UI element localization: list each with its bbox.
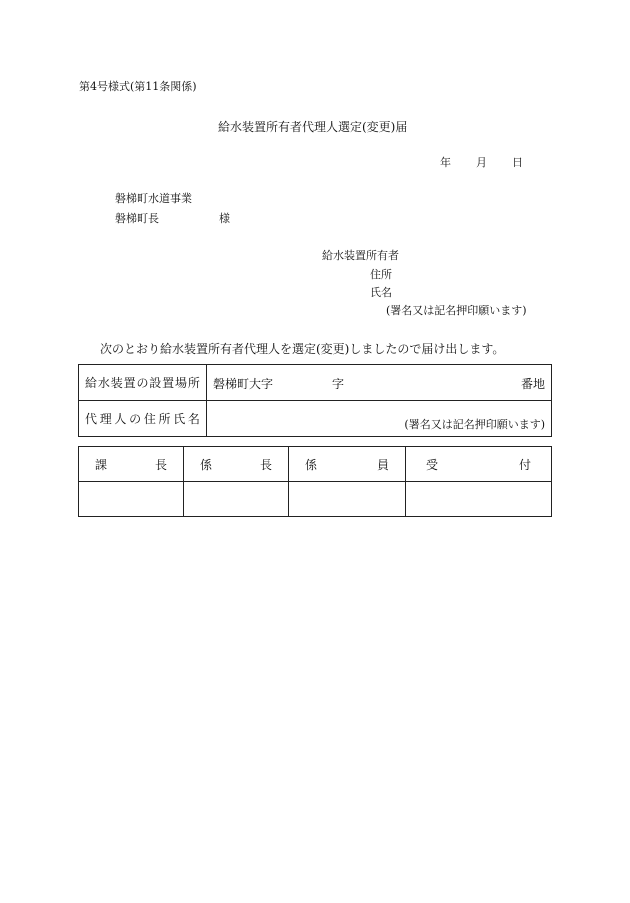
agent-label-cell <box>79 401 207 437</box>
approval-table <box>78 446 552 517</box>
stamp-cell-kakariin <box>289 482 406 517</box>
agent-value-cell <box>207 401 552 437</box>
approval-header-kakariin: 係 員 <box>289 447 406 482</box>
approval-header-kacho: 課 長 <box>79 447 184 482</box>
form-number: 第4号様式(第11条関係) <box>79 80 197 93</box>
approval-stamp-row <box>79 482 552 517</box>
location-banchi: 番地 <box>520 377 545 391</box>
date-day-label: 日 <box>512 156 523 169</box>
addressee-line2: 磐梯町長 <box>115 212 159 225</box>
table-row-location <box>79 365 552 401</box>
location-value-cell <box>207 365 552 401</box>
main-table <box>78 364 552 437</box>
stamp-cell-uketsuke <box>406 482 552 517</box>
applicant-name-label: 氏名 <box>370 286 392 299</box>
addressee-honorific: 様 <box>219 212 230 225</box>
applicant-signature-note: (署名又は記名押印願います) <box>386 304 527 317</box>
agent-signature-note: (署名又は記名押印願います) <box>404 418 545 431</box>
location-aza: 字 <box>332 377 345 391</box>
form-title: 給水装置所有者代理人選定(変更)届 <box>218 120 408 134</box>
applicant-heading: 給水装置所有者 <box>322 249 399 262</box>
date-month-label: 月 <box>476 156 487 169</box>
stamp-cell-kacho <box>79 482 184 517</box>
addressee-line1: 磐梯町水道事業 <box>115 192 192 205</box>
location-town: 磐梯町大字 <box>213 377 274 391</box>
stamp-cell-kakaricho <box>184 482 289 517</box>
approval-header-uketsuke: 受 付 <box>406 447 552 482</box>
statement-text: 次のとおり給水装置所有者代理人を選定(変更)しましたので届け出します。 <box>100 342 505 356</box>
applicant-address-label: 住所 <box>370 268 392 281</box>
agent-label: 代 理 人 の 住 所 氏 名 <box>85 412 200 426</box>
table-row-agent <box>79 401 552 437</box>
location-label: 給 水 装 置 の 設 置 場 所 <box>85 376 200 390</box>
location-label-cell <box>79 365 207 401</box>
approval-header-row <box>79 447 552 482</box>
approval-header-kakaricho: 係 長 <box>184 447 289 482</box>
date-year-label: 年 <box>440 156 451 169</box>
